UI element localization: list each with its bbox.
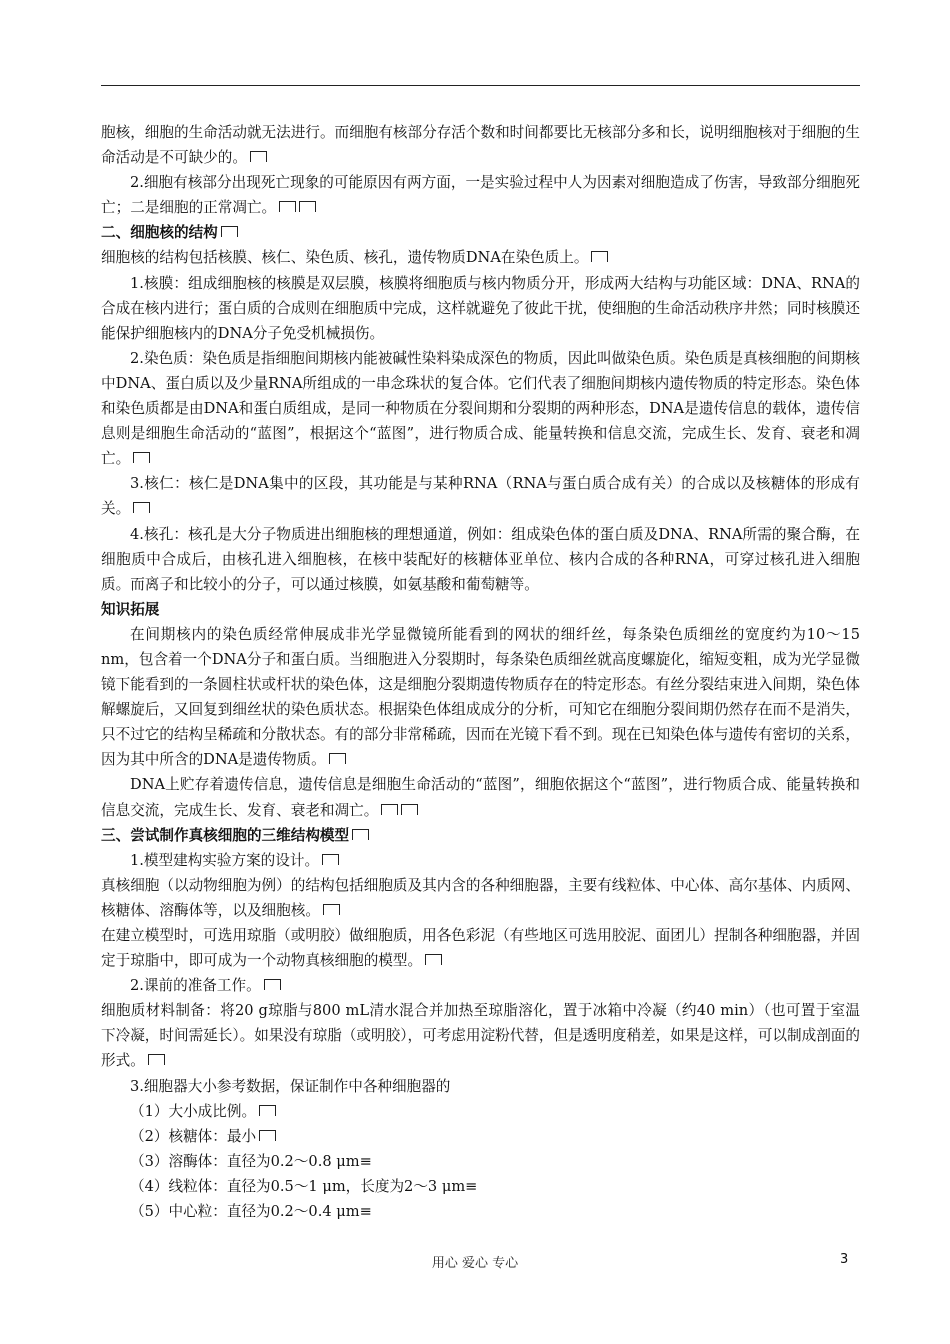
section-heading: 知识拓展 bbox=[101, 600, 160, 618]
paragraph-mark-icon bbox=[299, 201, 316, 212]
list-item: （2）核糖体：最小 bbox=[101, 1124, 860, 1149]
page-number: 3 bbox=[840, 1252, 849, 1267]
paragraph-mark-icon bbox=[259, 1105, 276, 1116]
paragraph-mark-icon bbox=[322, 854, 339, 865]
paragraph: 3.核仁：核仁是DNA集中的区段，其功能是与某种RNA（RNA与蛋白质合成有关）的合成以及核糖体的形成有关。 bbox=[101, 475, 860, 518]
paragraph: 2.细胞有核部分出现死亡现象的可能原因有两方面，一是实验过程中人为因素对细胞造成了伤害，导致部分细胞死亡；二是细胞的正常凋亡。 bbox=[101, 174, 860, 217]
section-heading: 二、细胞核的结构 bbox=[101, 220, 860, 245]
list-item: （5）中心粒：直径为0.2～0.4 μm≡ bbox=[130, 1203, 372, 1221]
paragraph-mark-icon bbox=[264, 979, 281, 990]
paragraph: DNA上贮存着遗传信息，遗传信息是细胞生命活动的“蓝图”，细胞依据这个“蓝图”，进行物质合成、能量转换和信息交流，完成生长、发育、衰老和凋亡。 bbox=[101, 776, 860, 819]
paragraph: 在间期核内的染色质经常伸展成非光学显微镜所能看到的网状的细纤丝，每条染色质细丝的宽度约为10～15 nm，包含着一个DNA分子和蛋白质。当细胞进入分裂期时，每条染色质细丝就高度螺旋化，缩短变粗，成为光学显微镜下能看到的一条圆柱状或杆状的染色体，这是细胞分裂期遗传物质存在的特定形态。有丝分裂结束进入间期，染色体解螺旋后，又回复到细丝状的染色质状态。根据染色体组成成分的分析，可知它在细胞分裂间期仍然存在而不是消失，只不过它的结构呈稀疏和分散状态。有的部分非常稀疏，因而在光镜下看不到。现在已知染色体与遗传有密切的关系，因为其中所含的DNA是遗传物质。 bbox=[101, 625, 860, 769]
paragraph: 1.核膜：组成细胞核的核膜是双层膜，核膜将细胞质与核内物质分开，形成两大结构与功能区域：DNA、RNA的合成在核内进行；蛋白质的合成则在细胞质中完成，这样就避免了彼此干扰，使细胞的生命活动秩序井然；同时核膜还能保护细胞核内的DNA分子免受机械损伤。 bbox=[101, 274, 860, 342]
paragraph: 2.课前的准备工作。 bbox=[101, 973, 860, 998]
page-footer: 用心 爱心 专心 bbox=[431, 1256, 519, 1271]
paragraph: 在建立模型时，可选用琼脂（或明胶）做细胞质，用各色彩泥（有些地区可选用胶泥、面团儿）捏制各种细胞器，并固定于琼脂中，即可成为一个动物真核细胞的模型。 bbox=[101, 927, 860, 970]
paragraph-mark-icon bbox=[221, 226, 238, 237]
paragraph-mark-icon bbox=[323, 904, 340, 915]
paragraph-mark-icon bbox=[352, 829, 369, 840]
paragraph: 3.细胞器大小参考数据，保证制作中各种细胞器的 bbox=[130, 1077, 451, 1095]
section-heading: 三、尝试制作真核细胞的三维结构模型 bbox=[101, 823, 860, 848]
paragraph-mark-icon bbox=[381, 804, 398, 815]
paragraph-mark-icon bbox=[259, 1130, 276, 1141]
paragraph-mark-icon bbox=[401, 804, 418, 815]
paragraph-mark-icon bbox=[148, 1054, 165, 1065]
paragraph: 真核细胞（以动物细胞为例）的结构包括细胞质及其内含的各种细胞器，主要有线粒体、中心体、高尔基体、内质网、核糖体、溶酶体等，以及细胞核。 bbox=[101, 876, 860, 919]
paragraph-mark-icon bbox=[133, 502, 150, 513]
paragraph-mark-icon bbox=[329, 753, 346, 764]
paragraph-mark-icon bbox=[250, 151, 267, 162]
paragraph: 1.模型建构实验方案的设计。 bbox=[101, 848, 860, 873]
list-item: （4）线粒体：直径为0.5～1 μm，长度为2～3 μm≡ bbox=[130, 1177, 478, 1195]
paragraph-mark-icon bbox=[279, 201, 296, 212]
list-item: （1）大小成比例。 bbox=[101, 1099, 860, 1124]
paragraph: 细胞质材料制备：将20 g琼脂与800 mL清水混合并加热至琼脂溶化，置于冰箱中冷凝（约40 min）（也可置于室温下冷凝，时间需延长）。如果没有琼脂（或明胶），可考虑用淀粉代替，但是透明度稍差，如果是这样，可以制成剖面的形式。 bbox=[101, 1002, 860, 1070]
document-body bbox=[101, 120, 860, 1224]
paragraph: 细胞核的结构包括核膜、核仁、染色质、核孔，遗传物质DNA在染色质上。 bbox=[101, 245, 860, 270]
paragraph: 4.核孔：核孔是大分子物质进出细胞核的理想通道，例如：组成染色体的蛋白质及DNA、RNA所需的聚合酶，在细胞质中合成后，由核孔进入细胞核，在核中装配好的核糖体亚单位、核内合成的各种RNA，可穿过核孔进入细胞质。而离子和比较小的分子，可以通过核膜，如氨基酸和葡萄糖等。 bbox=[101, 525, 860, 593]
header-rule bbox=[101, 85, 860, 86]
list-item: （3）溶酶体：直径为0.2～0.8 μm≡ bbox=[130, 1152, 372, 1170]
paragraph-mark-icon bbox=[133, 452, 150, 463]
paragraph: 胞核，细胞的生命活动就无法进行。而细胞有核部分存活个数和时间都要比无核部分多和长，说明细胞核对于细胞的生命活动是不可缺少的。 bbox=[101, 124, 860, 167]
paragraph-mark-icon bbox=[425, 954, 442, 965]
paragraph: 2.染色质：染色质是指细胞间期核内能被碱性染料染成深色的物质，因此叫做染色质。染色质是真核细胞的间期核中DNA、蛋白质以及少量RNA所组成的一串念珠状的复合体。它们代表了细胞间期核内遗传物质的特定形态。染色体和染色质都是由DNA和蛋白质组成，是同一种物质在分裂间期和分裂期的两种形态，DNA是遗传信息的载体，遗传信息则是细胞生命活动的“蓝图”，根据这个“蓝图”，进行物质合成、能量转换和信息交流，完成生长、发育、衰老和凋亡。 bbox=[101, 349, 860, 468]
paragraph-mark-icon bbox=[591, 251, 608, 262]
